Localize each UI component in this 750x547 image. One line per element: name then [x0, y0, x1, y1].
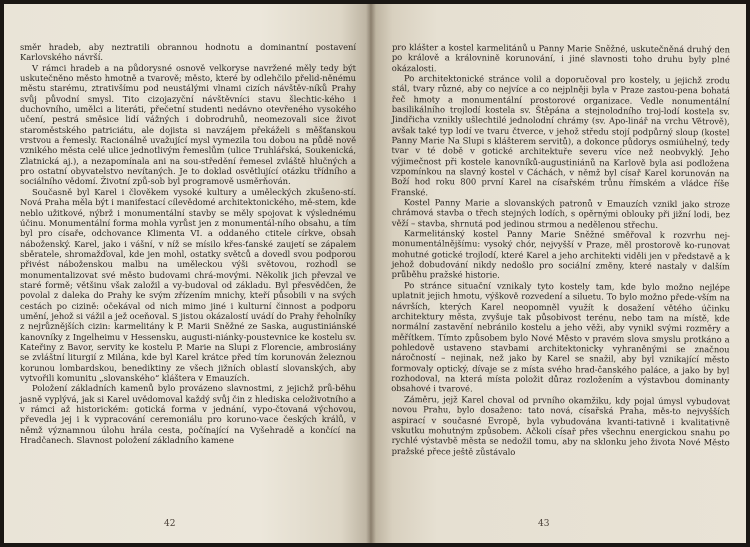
left-paragraph-3: Současně byl Karel i člověkem vysoké kultury a uměleckých zkušeno-stí. Nová Praha měla být i manifestací cílevědomé architektonického, mě-stem, kde neblo užitkové, nýbrž i monumentální stavby se měly spojovat k výslednému účinu. Monumentální forma mohla vyrůst jen z monumentál-ního obsahu, a tím byl pro císaře, odchovance Klimenta VI. a oddaného ctitele církve, obsah náboženský. Karel, jako i vášní, v níž se mísilo křes-ťanské zaujetí se zápalem sběratele, shromažďoval, kde jen mohl, ostatky světců a dovedl svou podporou přivést náboženskou malbu na uměleckou výši světovou, rozhodl se monumentalizovat své město budovami chrá-movými. Několik jich převzal ve staré formě; většinu však založil a vy-budoval od základu. Byl přesvědčen, že povolal z daleka do Prahy ke svým zřízením mnichy, kteří působili v na svých cestách po cizině: očekával od nich mimo jiné i kulturní činnost a podporu umění, jehož si vážil a jež oceňoval. S jistou okázalostí uvádí do Prahy řeholníky z nejrůznějších cizin: karmelitány k P. Marii Sněžné ze Saska, augustiniánské kanovníky z Ingelheimu v Hessensku, augusti-niánky-poustevnice ke kostelu sv. Kateřiny z Bavor, servity ke kostelu P. Marie na Slupi z Florencie, ambrosiány se zvláštní liturgií z Milána, kde byl Karel krátce před tím korunován železnou korunou lombardskou, benediktiny ze všech jižních oblastí slovanských, aby vytvořili komunitu „slovanského“ kláštera v Emauzích. [20, 186, 356, 383]
right-paragraph-1: pro klášter a kostel karmelitánů u Panny Marie Sněžné, uskutečněná druhý den po králově a královnině korunování, i jiné slavnosti toho druhu byly plné okázalosti. [391, 42, 730, 73]
left-page [4, 4, 370, 543]
right-paragraph-2: Po architektonické stránce volil a doporučoval pro kostely, u jejichž zrodu stál, tvary různé, aby co nejvíce a co nejplněji byla v Praze zastou-pena bohatá řeč hmoty a monumentální prostorové organizace. Vedle nonumentální basilikálního trojlodí kostela sv. Štěpána a stejnolodního troj-lodí kostela sv. Jindřicha vznikly ušlechtilé jednolodní chrámy (sv. Apo-linář na vrchu Větrově), avšak také typ lodí ve tvaru čtverce, v jehož středu stojí podpůrný sloup (kostel Panny Marie Na Slupi s klášterem servitů), a dokonce půdorys osmiúhelný, tedy tvar v té době v gotické architektuře severu více než neobvyklý. Jeho výjimečnost při kostele kanovníků-augustiniánů na Karlově byla asi podložena vzpomínkou na slavný kostel v Cáchách, v němž byl císař Karel korunován na Boží hod roku 800 první Karel na císařském trůnu římském a vládce říše Franské. [391, 73, 730, 198]
right-paragraph-3: Kostel Panny Marie a slovanských patronů v Emauzích vznikl jako stroze chrámová stavba o třech stejných lodích, s opěrnými oblouky při jižní lodi, bez věží – stavba, shrnutá pod jedinou strmou a nedělenou střechu. [391, 197, 730, 230]
right-paragraph-4: Karmelitánský kostel Panny Marie Sněžné směřoval k rozvrhu nej-monumentálnějšímu: vysoký chór, nejvyšší v Praze, měl prostorově ko-runovat mohutné gotické trojlodí, které Karel a jeho architekti viděli jen v představě a k jehož dobudování nikdy nedošlo pro sociální změny, které nastaly v dalším průběhu pražské historie. [391, 228, 730, 281]
right-paragraph-5: Po stránce situační vznikaly tyto kostely tam, kde bylo možno nejlépe uplatnit jejich hmotu, výškově rozvedení a siluetu. To bylo možno přede-vším na návrších, kterých Karel neopomněl využít k dosažení větého účinku architektury města, zvyšuje tak působivost terénu, nebo tam na místě, kde normální zastavění nebránilo kostelu a jeho věži, aby vynikl svými rozměry a měřítkem. Tímto způsobem bylo Nové Město v pravém slova smyslu protkáno a pohledově ustaveno stavbami architektonicky vyhraněnými se značnou náročností – nejinak, než jako by Karel se snažil, aby byl vznikající město formovaly optický, dívaje se z místa svého hrad-čanského paláce, a jako by byl rozhodoval, na která místa položit důraz rozložením a výstavbou dominanty obsahové i tvarové. [391, 279, 730, 394]
left-page-number: 42 [164, 519, 176, 529]
right-paragraph-6: Záměru, jejž Karel choval od prvního okamžiku, kdy pojal úmysl vybudovat novou Prahu, bylo dosaženo: tato nová, císařská Praha, měs-to nejvyšších aspirací v současné Evropě, byla vybudována kvanti-tativně i kvalitativně vskutku mohutným způsobem. Ačkoli císař přes všechnu energickou snahu po rychlé výstavbě města se nedožil tomu, aby na sklonku jeho života Nové Město pražské přece ještě zůstávalo [391, 393, 730, 457]
right-page-number: 43 [538, 519, 550, 529]
left-paragraph-2: V rámci hradeb a na půdorysné osnově velkoryse navržené měly tedy být uskutečněno město hmotně a tvarově; město, které by odlehčilo přelid-něnému městu starému, ztrativšímu pod neustálými vlnami cizích návštěv-níků Prahy svůj původní smysl. Tito cizojazyční návštěvníci stavu šlechtic-kého i duchovního, umělci a literáti, přečetní studenti nedávno otevřeného vysokého učení, pestrá směsice lidí vážných i dobrodruhů, neomezovali sice život staroměstského patriciátu, ale dojista si navzájem překáželi s měšťanskou vrstvou a řemesly. Racionálně uvažující mysl vymezila tou dobou na půdě nově vznikého města celé ulice jednotlivým řemeslům (ulice Truhlářská, Soukenická, Zlatnická aj.), a nezapomínala ani na sou-středění řemesel zvláště hlučných a pro ostatní obyvatelstvo nevítaných. Je to doklad osvětlující otázku třídního a sociálního vědomí. Životní způ-sob byl programově usměrňován. [20, 62, 356, 187]
left-paragraph-1: směr hradeb, aby neztratili obrannou hodnotu a dominantní postavení Karlovského návrší. [20, 42, 356, 63]
right-page [370, 4, 746, 543]
left-paragraph-4: Položení základních kamenů bylo provázeno slavnostmi, z jejichž prů-běhu jasně vyplývá, jak si Karel uvědomoval každý svůj čin z hlediska celoživotního a v rámci až historickém: gotická forma v jednání, vypo-čtovaná výchovou, převedla jej i k vypracování ceremoniálu pro koruno-vace českých králů, v němž významnou úlohu hrála cesta, počínající na Vyšehradě a končící na Hradčanech. Slavnost položení základního kamene [20, 383, 356, 446]
book-spread [4, 4, 746, 543]
